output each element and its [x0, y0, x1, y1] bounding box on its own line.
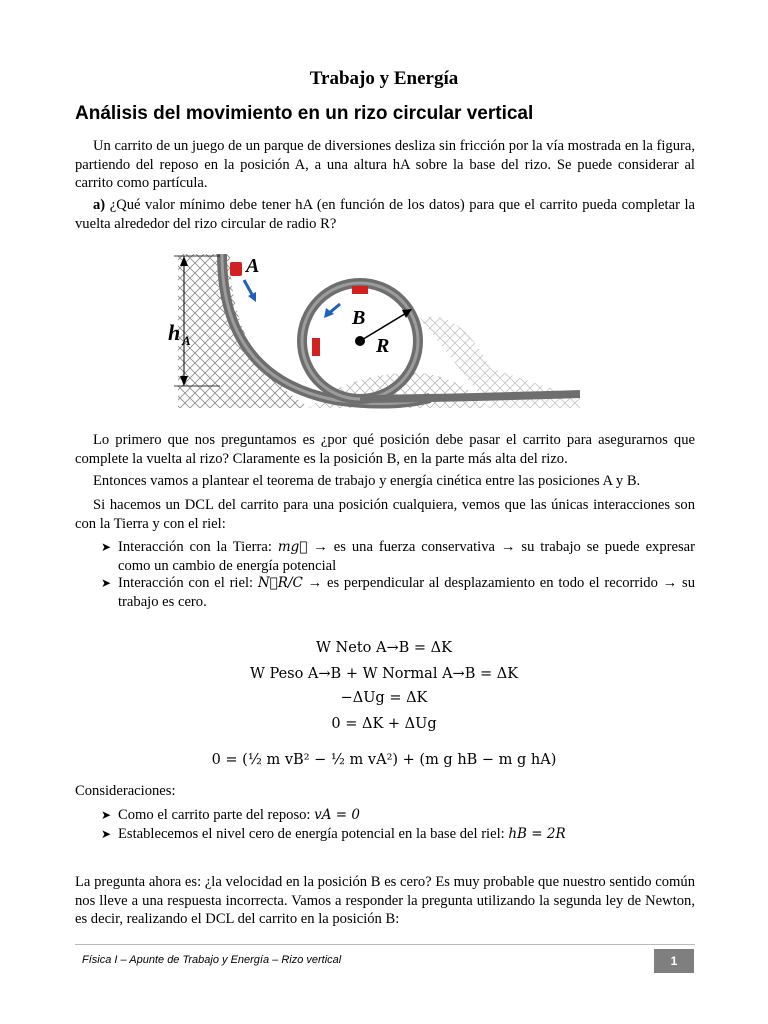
track-exit	[360, 394, 580, 399]
equation-1: W Neto A→B = ΔK	[316, 640, 452, 656]
consideration-2: ➤ Establecemos el nivel cero de energía potencial en la base del riel: hB = 2R	[101, 826, 566, 842]
considerations-label: Consideraciones:	[75, 783, 176, 799]
label-a: A	[246, 255, 260, 277]
cart-a	[230, 262, 242, 276]
equation-3: −ΔUg = ΔK	[340, 690, 428, 706]
arrow-bullet-icon: ➤	[101, 808, 112, 822]
equation-2: W Peso A→B + W Normal A→B = ΔK	[249, 666, 519, 682]
loop-figure	[160, 248, 580, 420]
document-title: Trabajo y Energía	[309, 68, 459, 89]
arrow-bullet-icon: ➤	[101, 827, 112, 841]
cart-b	[352, 286, 368, 294]
arrow-bullet-icon: ➤	[101, 576, 112, 590]
consideration-1: ➤ Como el carrito parte del reposo: vA = 0	[101, 807, 360, 823]
label-b: B	[352, 307, 366, 329]
closing-paragraph: La pregunta ahora es: ¿la velocidad en la posición B es cero? Es muy probable que nuestro sentido común nos lleve a una respuesta incorrecta. Vamos a responder la pregunta utilizando la segunda ley de Newton, es decir, realizando el DCL del carrito en la posición B:	[75, 874, 695, 927]
question-a-text: ¿Qué valor mínimo debe tener hA (en función de los datos) para que el carrito pueda completar la vuelta alrededor del rizo circular de radio R?	[75, 197, 695, 232]
equation-4: 0 = ΔK + ΔUg	[331, 716, 437, 732]
question-a-label: a)	[93, 197, 106, 213]
footer-text: Física I – Apunte de Trabajo y Energía – Rizo vertical	[82, 954, 342, 966]
equation-5: 0 = (½ m vB² − ½ m vA²) + (m g hB − m g hA)	[211, 752, 557, 768]
bullet-rail: ➤ Interacción con el riel: N⃗R/C → es perpendicular al desplazamiento en todo el recorrido → su trabajo es cero.	[101, 575, 695, 610]
paragraph-1: Lo primero que nos preguntamos es ¿por qué posición debe pasar el carrito para asegurarnos que complete la vuelta al rizo? Claramente es la posición B, en la parte más alta del rizo.	[75, 432, 695, 467]
label-r: R	[376, 335, 390, 357]
intro-paragraph: Un carrito de un juego de un parque de diversiones desliza sin fricción por la vía mostrada en la figura, partiendo del reposo en la posición A, a una altura hA sobre la base del rizo. Se puede considerar al carrito como partícula.	[75, 138, 695, 191]
bullet-earth: ➤ Interacción con la Tierra: mg⃗ → es una fuerza conservativa → su trabajo se puede expresar como un cambio de energía potencial	[101, 539, 695, 574]
cart-side	[312, 338, 320, 356]
footer-divider	[75, 944, 695, 945]
question-a	[75, 196, 695, 233]
label-h-sub: A	[182, 333, 191, 348]
label-h: h	[168, 320, 181, 345]
paragraph-3: Si hacemos un DCL del carrito para una posición cualquiera, vemos que las únicas interacciones son con la Tierra y con el riel:	[75, 497, 695, 532]
paragraph-2: Entonces vamos a plantear el teorema de trabajo y energía cinética entre las posiciones A y B.	[93, 473, 641, 489]
page-number: 1	[654, 949, 694, 973]
arrow-bullet-icon: ➤	[101, 540, 112, 554]
section-subtitle: Análisis del movimiento en un rizo circular vertical	[75, 103, 534, 124]
